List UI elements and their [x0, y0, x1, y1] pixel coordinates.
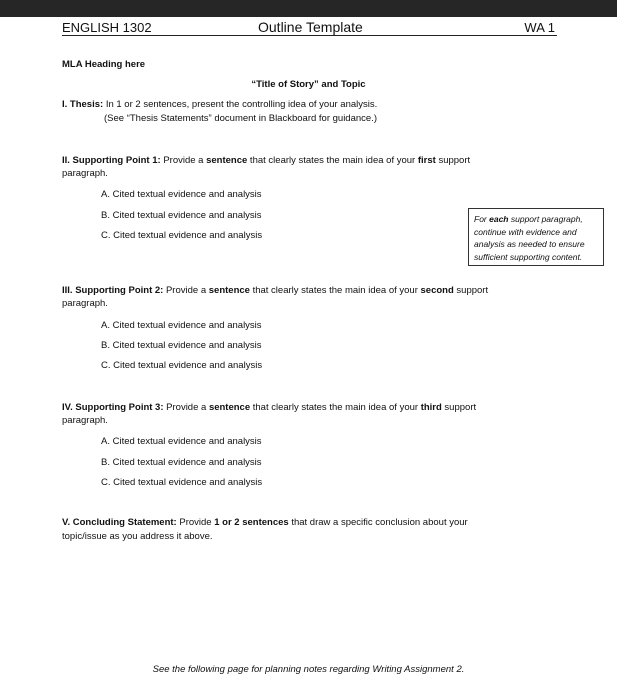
point3-line — [62, 401, 476, 414]
mla-heading: MLA Heading here — [62, 59, 146, 70]
course-label: ENGLISH 1302 — [62, 20, 152, 35]
thesis-text: In 1 or 2 sentences, present the controlling idea of your analysis. — [103, 99, 378, 110]
callout-l1c: support paragraph, — [508, 214, 583, 224]
callout-l1a: For — [474, 214, 490, 224]
point3-item-b: B. Cited textual evidence and analysis — [101, 457, 262, 468]
thesis-line — [62, 98, 377, 111]
conclusion-line — [62, 516, 468, 529]
point2-post: support — [453, 285, 489, 296]
point3-pre: Provide a — [163, 402, 209, 413]
story-title: “Title of Story” and Topic — [251, 79, 366, 90]
point2-label: III. Supporting Point 2: — [62, 285, 164, 296]
thesis-note: (See “Thesis Statements” document in Blackboard for guidance.) — [104, 113, 377, 124]
point1-label: II. Supporting Point 1: — [62, 155, 161, 166]
point2-pre: Provide a — [163, 285, 209, 296]
point3-kw2: third — [420, 402, 442, 413]
conclusion-post: that draw a specific conclusion about your — [288, 517, 468, 528]
point2-item-c: C. Cited textual evidence and analysis — [101, 360, 263, 371]
point2-cont: paragraph. — [62, 298, 108, 309]
point1-line — [62, 154, 470, 167]
point1-item-a: A. Cited textual evidence and analysis — [101, 189, 262, 200]
point3-mid: that clearly states the main idea of your — [250, 402, 421, 413]
point2-kw1: sentence — [208, 285, 250, 296]
callout-line-2: continue with evidence and — [474, 226, 577, 237]
top-bar — [0, 0, 617, 17]
conclusion-kw: 1 or 2 sentences — [214, 517, 289, 528]
conclusion-cont: topic/issue as you address it above. — [62, 531, 213, 542]
template-title: Outline Template — [258, 19, 363, 35]
point2-kw2: second — [420, 285, 454, 296]
point3-label: IV. Supporting Point 3: — [62, 402, 164, 413]
point3-kw1: sentence — [208, 402, 251, 413]
point1-pre: Provide a — [160, 155, 207, 166]
point1-post: support — [435, 155, 471, 166]
callout-line-4: sufficient supporting content. — [474, 251, 583, 262]
footer-note: See the following page for planning notes regarding Writing Assignment 2. — [152, 664, 465, 675]
callout-l1b: each — [489, 214, 509, 224]
point3-cont: paragraph. — [62, 415, 108, 426]
point3-item-c: C. Cited textual evidence and analysis — [101, 477, 263, 488]
conclusion-pre: Provide — [176, 517, 215, 528]
callout-line-1 — [474, 213, 598, 226]
page-header — [62, 19, 557, 36]
assignment-label: WA 1 — [524, 20, 555, 35]
point2-item-b: B. Cited textual evidence and analysis — [101, 340, 262, 351]
point1-kw1: sentence — [206, 155, 248, 166]
point1-mid: that clearly states the main idea of your — [247, 155, 418, 166]
point1-cont: paragraph. — [62, 168, 108, 179]
callout-line-3: analysis as needed to ensure — [474, 239, 585, 249]
callout-box — [468, 208, 604, 266]
point3-post: support — [441, 402, 477, 413]
point1-item-b: B. Cited textual evidence and analysis — [101, 210, 262, 221]
point2-mid: that clearly states the main idea of your — [249, 285, 421, 296]
point2-item-a: A. Cited textual evidence and analysis — [101, 320, 262, 331]
point2-line — [62, 284, 488, 297]
conclusion-label: V. Concluding Statement: — [62, 517, 177, 528]
point1-kw2: first — [417, 155, 436, 166]
thesis-label: I. Thesis: — [62, 99, 104, 110]
point1-item-c: C. Cited textual evidence and analysis — [101, 230, 263, 241]
point3-item-a: A. Cited textual evidence and analysis — [101, 436, 262, 447]
